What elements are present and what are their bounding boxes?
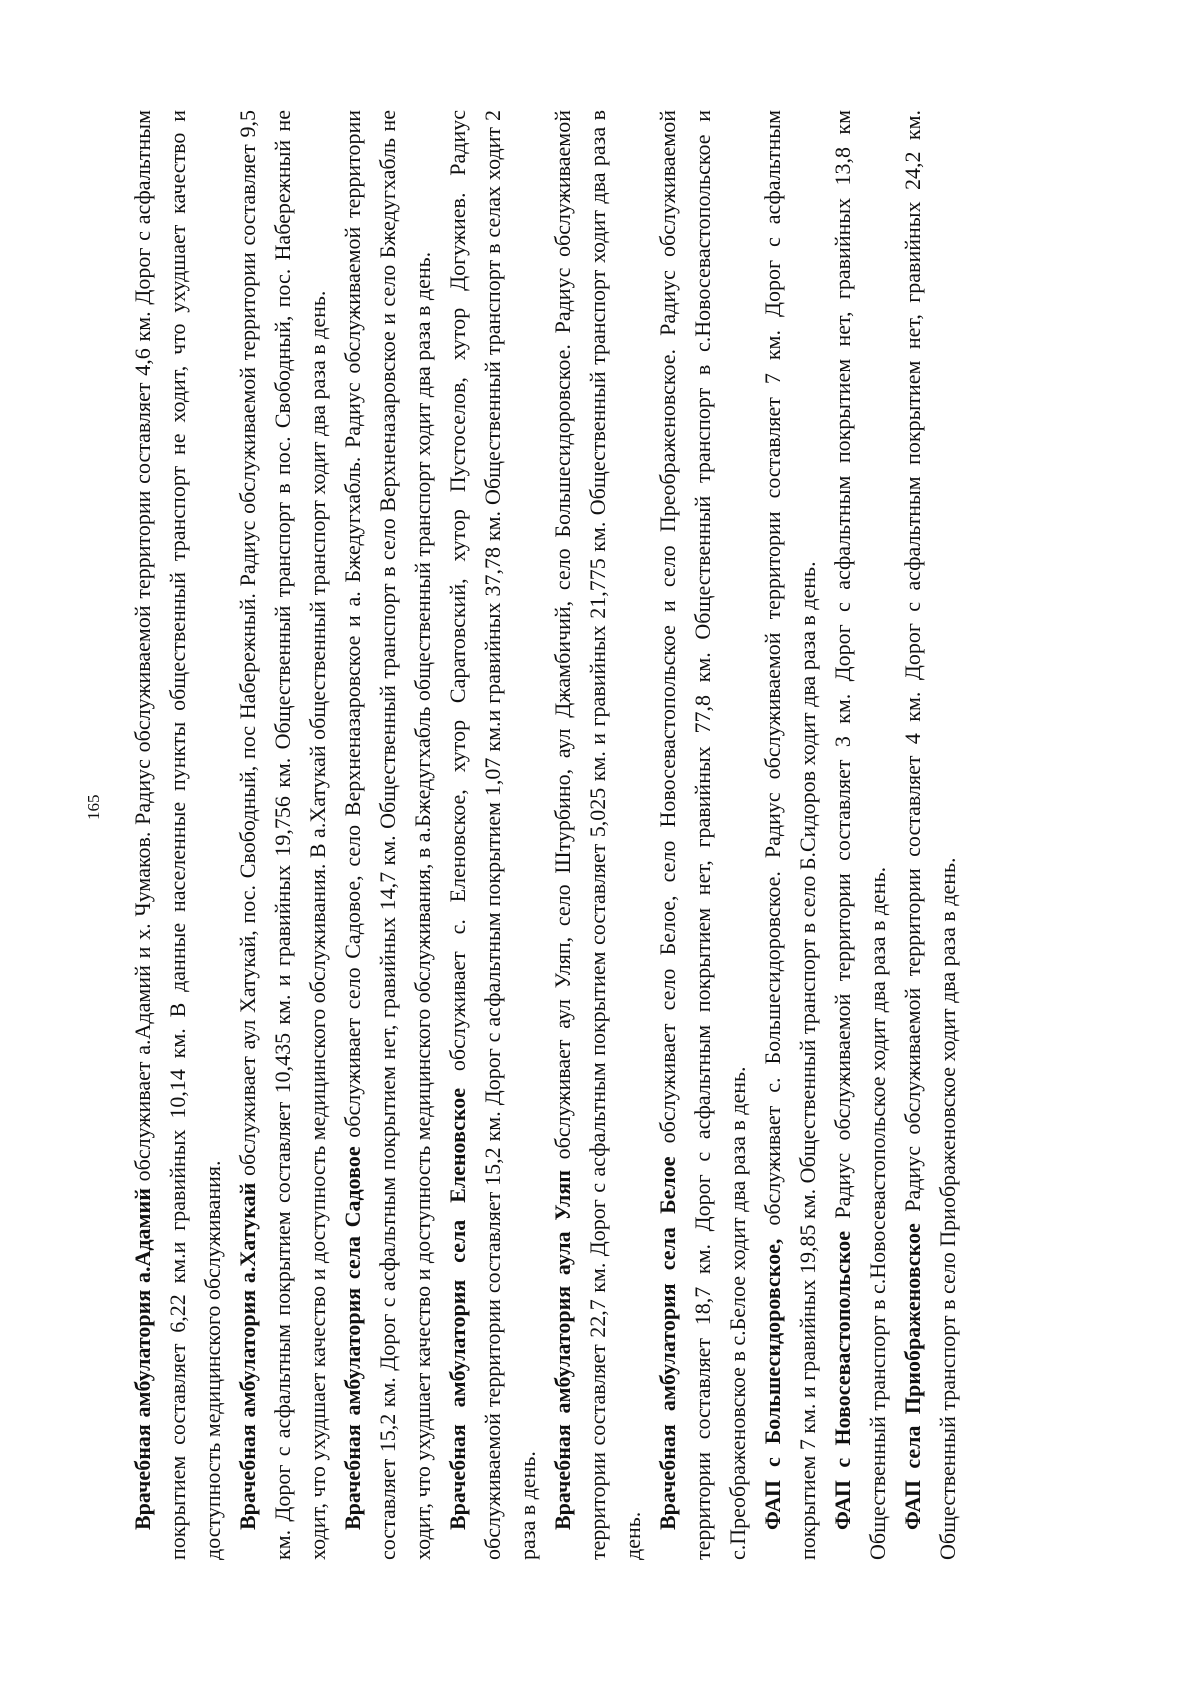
document-body bbox=[125, 110, 965, 1560]
paragraph-heading: Врачебная амбулатория а.Адамий bbox=[130, 1188, 155, 1530]
paragraph-ulyap bbox=[545, 110, 650, 1560]
paragraph-heading: ФАП села Приображеновское bbox=[900, 1223, 925, 1530]
paragraph-text: обслуживает село Садовое, село Верхненазаровское и а. Бжедугхабль. Радиус обслуживаемой территории составляет 15,2 км. Дорог с асфальтным покрытием нет, гравийных 14,7 км. Общественный транспорт в село Верхненазаровское и село Бжедугхабль не ходит, что ухудшает качество и доступность медицинского обслуживания, в а.Бжедугхабль общественный транспорт ходит два раза в день. bbox=[340, 109, 435, 1560]
paragraph-fap-priobrazhenovskoe bbox=[895, 110, 965, 1560]
paragraph-text: обслуживает с. Еленовское, хутор Саратовский, хутор Пустоселов, хутор Догужиев. Радиус обслуживаемой территории составляет 15,2 км. Дорог с асфальтным покрытием 1,07 км.и гравийных 37,78 км. Общественный транспорт в селах ходит 2 раза в день. bbox=[445, 110, 540, 1560]
paragraph-text: Радиус обслуживаемой территории составляет 3 км. Дорог с асфальтным покрытием нет, гравийных 13,8 км Общественный транспорт в с.Новосевастопольское ходит два раза в день. bbox=[830, 110, 890, 1560]
paragraph-heading: ФАП с Большесидоровское, bbox=[760, 1238, 785, 1530]
paragraph-text: обслуживает село Белое, село Новосевастопольское и село Преображеновское. Радиус обслуживаемой территории составляет 18,7 км. Дорог с асфальтным покрытием нет, гравийных 77,8 км. Общественный транспорт в с.Новосевастопольское и с.Преображеновское в с.Белое ходит два раза в день. bbox=[655, 110, 750, 1560]
paragraph-text: Радиус обслуживаемой территории составляет 4 км. Дорог с асфальтным покрытием нет, гравийных 24,2 км. Общественный транспорт в село Приображеновское ходит два раза в день. bbox=[900, 110, 960, 1560]
paragraph-text: обслуживает с. Большесидоровское. Радиус обслуживаемой территории составляет 7 км. Дорог с асфальтным покрытием 7 км. и гравийных 19,85 км. Общественный транспорт в село Б.Сидоров ходит два раза в день. bbox=[760, 110, 820, 1560]
paragraph-heading: Врачебная амбулатория аула Уляп bbox=[550, 1170, 575, 1530]
paragraph-elenovskoe bbox=[440, 110, 545, 1560]
paragraph-adamiy bbox=[125, 110, 230, 1560]
paragraph-heading: ФАП с Новосевастопольское bbox=[830, 1231, 855, 1530]
paragraph-heading: Врачебная амбулатория села Садовое bbox=[340, 1146, 365, 1530]
paragraph-text: обслуживает а.Адамий и х. Чумаков. Радиус обслуживаемой территории составляет 4,6 км. Дорог с асфальтным покрытием составляет 6,22 км.и гравийных 10,14 км. В данные населенные пункты общественный транспорт не ходит, что ухудшает качество и доступность медицинского обслуживания. bbox=[130, 110, 225, 1560]
paragraph-heading: Врачебная амбулатория села Белое bbox=[655, 1156, 680, 1530]
paragraph-sadovoe bbox=[335, 110, 440, 1560]
paragraph-khatukay bbox=[230, 110, 335, 1560]
paragraph-text: обслуживает аул Хатукай, пос. Свободный, пос Набережный. Радиус обслуживаемой территории составляет 9,5 км. Дорог с асфальтным покрытием составляет 10,435 км. и гравийных 19,756 км. Общественный транспорт в пос. Свободный, пос. Набережный не ходит, что ухудшает качество и доступность медицинского обслуживания. В а.Хатукай общественный транспорт ходит два раза в день. bbox=[235, 110, 330, 1560]
paragraph-fap-novosevastopolskoe bbox=[825, 110, 895, 1560]
paragraph-fap-bolshesidorovskoe bbox=[755, 110, 825, 1560]
paragraph-text: обслуживает аул Уляп, село Штурбино, аул Джамбичий, село Большесидоровское. Радиус обслуживаемой территории составляет 22,7 км. Дорог с асфальтным покрытием составляет 5,025 км. и гравийных 21,775 км. Общественный транспорт ходит два раза в день. bbox=[550, 110, 645, 1560]
page-number: 165 bbox=[84, 794, 103, 820]
paragraph-heading: Врачебная амбулатория села Еленовское bbox=[445, 1087, 470, 1530]
paragraph-heading: Врачебная амбулатория а.Хатукай bbox=[235, 1182, 260, 1530]
paragraph-beloe bbox=[650, 110, 755, 1560]
